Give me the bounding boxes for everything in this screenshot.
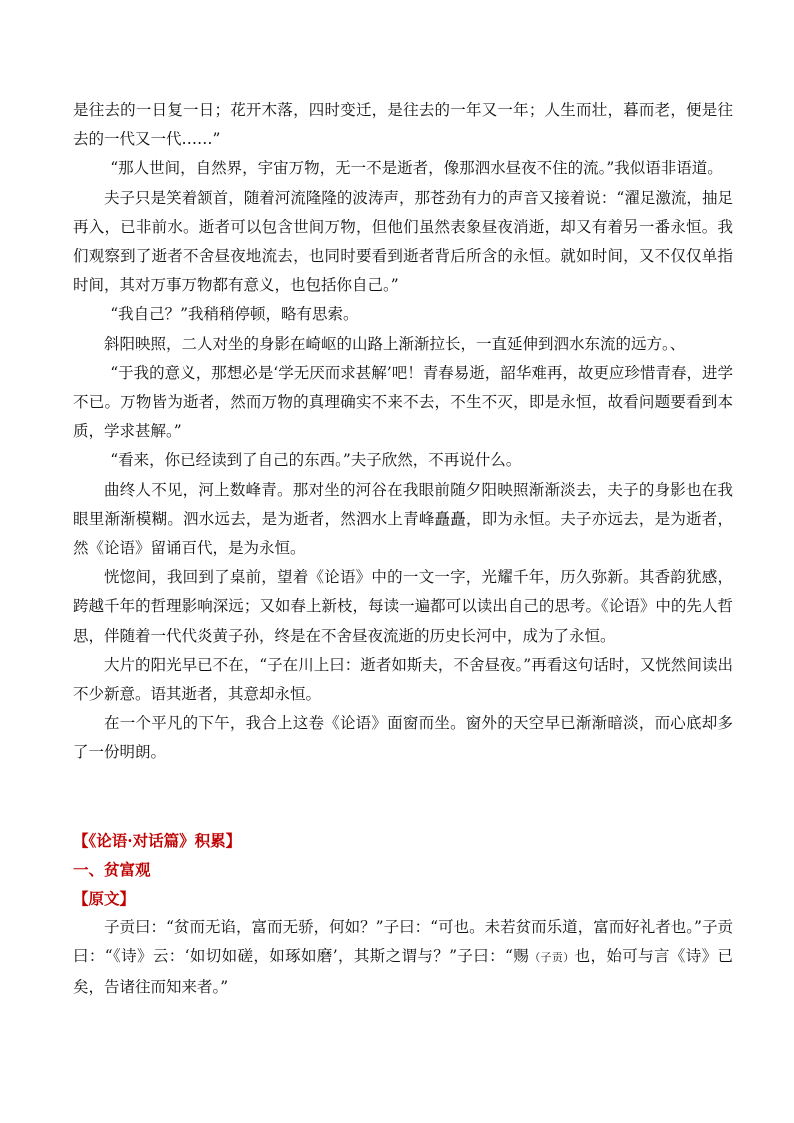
paragraph: “于我的意义，那想必是‘学无厌而求甚解’吧！青春易逝，韶华难再，故更应珍惜青春，进学不已。万物皆为逝者，然而万物的真理确实不来不去，不生不灭，即是永恒，故看问题要看到本质，学求甚解。” <box>73 363 733 441</box>
document-body <box>73 96 733 1002</box>
paragraph: 在一个平凡的下午，我合上这卷《论语》面窗而坐。窗外的天空早已渐渐暗淡，而心底却多了一份明朗。 <box>73 714 733 762</box>
original-text-part1: 子贡曰：“贫而无谄，富而无骄，何如？”子曰：“可也。未若贫而乐道，富而好礼者也。”子贡曰：“《诗》云：‘如切如磋，如琢如磨’，其斯之谓与？”子曰：“赐 <box>73 918 733 966</box>
original-text-part2: 也，始可与言《诗》已矣，告诸往而知来者。” <box>73 947 733 996</box>
original-text-label: 【原文】 <box>73 889 136 909</box>
paragraph: 夫子只是笑着颔首，随着河流隆隆的波涛声，那苍劲有力的声音又接着说：“濯足激流，抽足再入，已非前水。逝者可以包含世间万物，但他们虽然表象昼夜消逝，却又有着另一番永恒。我们观察到了逝者不舍昼夜地流去，也同时要看到逝者背后所含的永恒。就如时间，又不仅仅单指时间，其对万事万物都有意义，也包括你自己。” <box>73 188 733 295</box>
paragraph: “看来，你已经读到了自己的东西。”夫子欣然，不再说什么。 <box>110 451 522 470</box>
paragraph: “我自己？”我稍稍停顿，略有思索。 <box>110 305 359 324</box>
paragraph: “那人世间，自然界，宇宙万物，无一不是逝者，像那泗水昼夜不住的流。”我似语非语道。 <box>110 159 723 178</box>
subheading: 一、贫富观 <box>73 859 151 879</box>
section-title: 【《论语·对话篇》积累】 <box>73 830 242 850</box>
paragraph: 曲终人不见，河上数峰青。那对坐的河谷在我眼前随夕阳映照渐渐淡去，夫子的身影也在我眼里渐渐模糊。泗水远去，是为逝者，然泗水上青峰矗矗，即为永恒。夫子亦远去，是为逝者，然《论语》留诵百代，是为永恒。 <box>73 480 733 558</box>
paragraph: 恍惚间，我回到了桌前，望着《论语》中的一文一字，光耀千年，历久弥新。其香韵犹感，跨越千年的哲理影响深远；又如春上新枝，每读一遍都可以读出自己的思考。《论语》中的先人哲思，伴随着一代代炎黄子孙，终是在不舍昼夜流逝的历史长河中，成为了永恒。 <box>73 568 733 645</box>
annotation-note: （子贡） <box>529 951 575 965</box>
paragraph: 斜阳映照，二人对坐的身影在崎岖的山路上渐渐拉长，一直延伸到泗水东流的远方。、 <box>104 334 686 353</box>
section-gap <box>73 768 733 826</box>
paragraph: 大片的阳光早已不在，“子在川上曰：逝者如斯夫，不舍昼夜。”再看这句话时，又恍然间读出不少新意。语其逝者，其意却永恒。 <box>73 655 733 704</box>
paragraph: 是往去的一日复一日；花开木落，四时变迁，是往去的一年又一年；人生而壮，暮而老，便是往去的一代又一代……” <box>73 101 733 149</box>
original-text <box>73 913 733 1002</box>
